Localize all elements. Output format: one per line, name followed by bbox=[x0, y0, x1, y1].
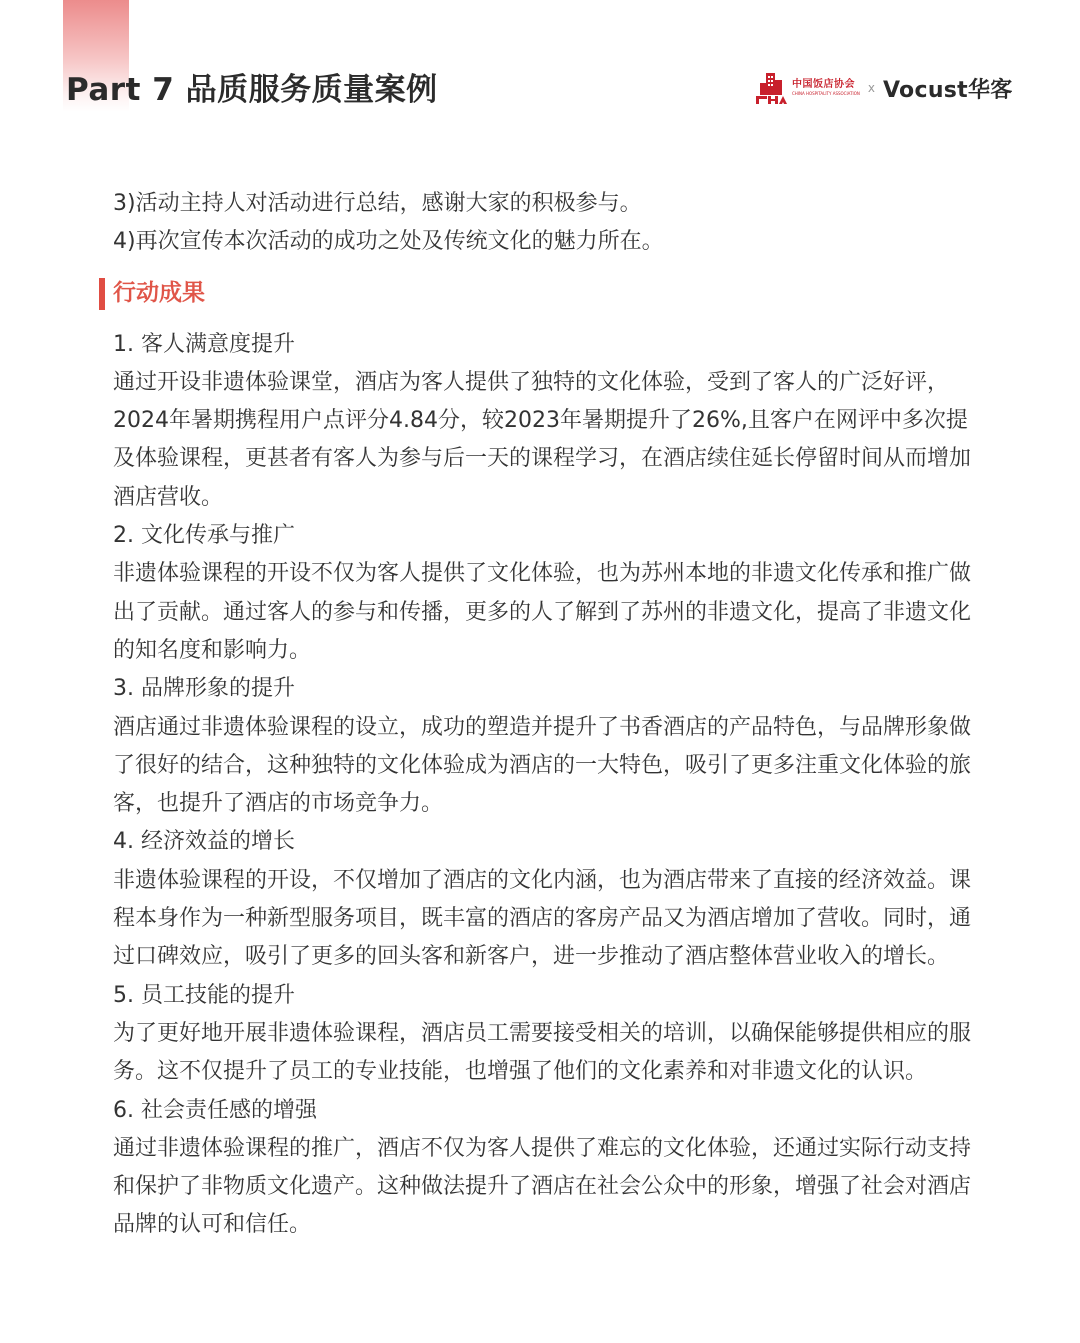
result-heading: 3. 品牌形象的提升 bbox=[113, 676, 295, 702]
result-body: 非遗体验课程的开设，不仅增加了酒店的文化内涵，也为酒店带来了直接的经济效益。课程本身作为一种新型服务项目，既丰富的酒店的客房产品又为酒店增加了营收。同时，通过口碑效应，吸引了更多的回头客和新客户，进一步推动了酒店整体营业收入的增长。 bbox=[113, 867, 972, 970]
result-heading: 5. 员工技能的提升 bbox=[113, 982, 295, 1008]
cha-logo-en: CHINA HOSPITALITY ASSOCIATION bbox=[792, 91, 860, 96]
result-heading: 1. 客人满意度提升 bbox=[113, 331, 295, 357]
partner-logos bbox=[755, 70, 1025, 106]
section-heading bbox=[99, 274, 973, 314]
page-title: Part 7 品质服务质量案例 bbox=[66, 72, 438, 108]
vocust-logo: Vocust华客 bbox=[882, 77, 1013, 103]
result-heading: 4. 经济效益的增长 bbox=[113, 829, 295, 855]
section-marker bbox=[99, 278, 105, 310]
result-body: 通过开设非遗体验课堂，酒店为客人提供了独特的文化体验，受到了客人的广泛好评，2024年暑期携程用户点评分4.84分，较2023年暑期提升了26%,且客户在网评中多次提及体验课程，更甚者有客人为参与后一天的课程学习，在酒店续住延长停留时间从而增加酒店营收。 bbox=[113, 369, 972, 510]
result-heading: 6. 社会责任感的增强 bbox=[113, 1097, 317, 1123]
result-body: 为了更好地开展非遗体验课程，酒店员工需要接受相关的培训，以确保能够提供相应的服务。这不仅提升了员工的专业技能，也增强了他们的文化素养和对非遗文化的认识。 bbox=[113, 1020, 972, 1085]
logo-separator: x bbox=[867, 81, 875, 95]
result-body: 酒店通过非遗体验课程的设立，成功的塑造并提升了书香酒店的产品特色，与品牌形象做了很好的结合，这种独特的文化体验成为酒店的一大特色，吸引了更多注重文化体验的旅客，也提升了酒店的市场竞争力。 bbox=[113, 714, 972, 817]
cha-building-icon bbox=[755, 71, 789, 105]
article-body bbox=[113, 185, 973, 1245]
result-body: 通过非遗体验课程的推广，酒店不仅为客人提供了难忘的文化体验，还通过实际行动支持和保护了非物质文化遗产。这种做法提升了酒店在社会公众中的形象，增强了社会对酒店品牌的认可和信任。 bbox=[113, 1135, 972, 1238]
cha-logo bbox=[755, 71, 860, 105]
cha-logo-cn: 中国饭店协会 bbox=[792, 79, 855, 90]
intro-line: 4)再次宣传本次活动的成功之处及传统文化的魅力所在。 bbox=[113, 229, 664, 255]
intro-line: 3)活动主持人对活动进行总结，感谢大家的积极参与。 bbox=[113, 191, 642, 216]
section-title: 行动成果 bbox=[113, 280, 205, 307]
result-heading: 2. 文化传承与推广 bbox=[113, 523, 295, 549]
result-body: 非遗体验课程的开设不仅为客人提供了文化体验，也为苏州本地的非遗文化传承和推广做出了贡献。通过客人的参与和传播，更多的人了解到了苏州的非遗文化，提高了非遗文化的知名度和影响力。 bbox=[113, 561, 972, 663]
